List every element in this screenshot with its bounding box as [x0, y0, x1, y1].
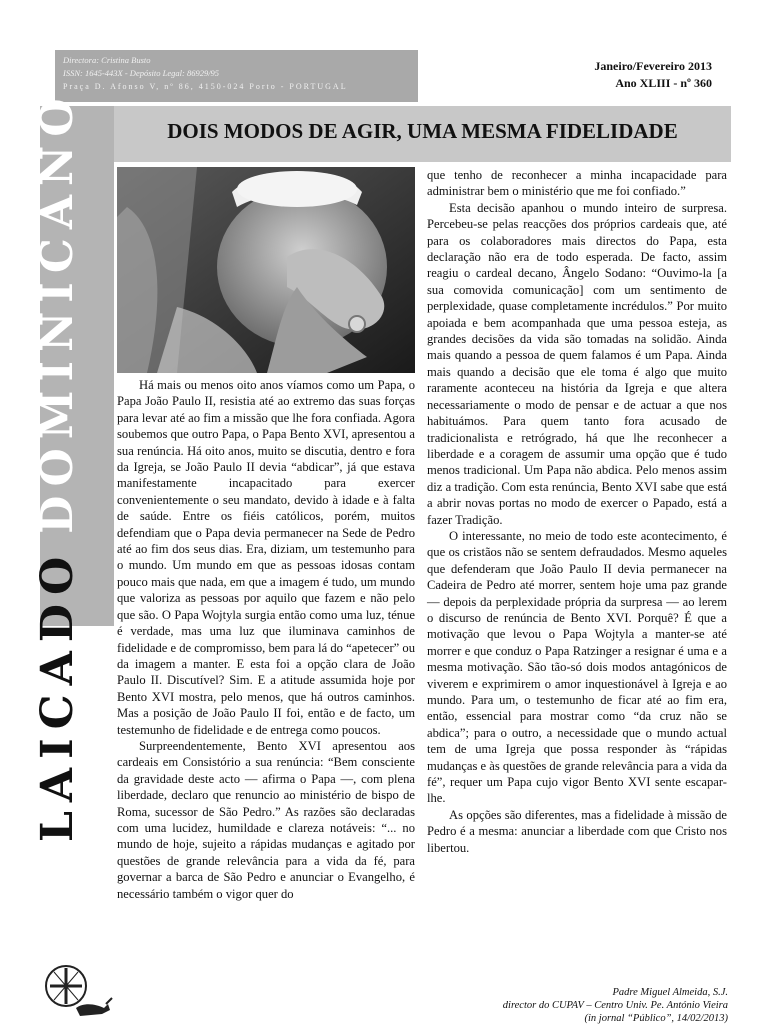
signature-role: director do CUPAV – Centro Univ. Pe. António Vieira	[502, 1000, 728, 1011]
signature-name: Padre Miguel Almeida, S.J.	[612, 987, 728, 998]
issue-info	[594, 58, 712, 92]
left-column	[117, 377, 415, 902]
issue-number: Ano XLIII - nº 360	[615, 76, 712, 90]
signature	[503, 986, 728, 1025]
vertical-title-word1: LAICADO	[32, 547, 83, 842]
left-paragraph-2: Surpreendentemente, Bento XVI apresentou aos cardeais em Consistório a sua renúncia: “Bem consciente da gravidade deste acto — afirma o Papa —, com plena liberdade, declaro que renuncio ao ministério de bispo de Roma, sucessor de São Pedro.” As razões são declaradas com uma lucidez, humildade e clareza notáveis: “... no mundo de hoje, sujeito a rápidas mudanças e agitado por questões de grande relevância para a vida da fé, para governar a barca de São Pedro e anunciar o Evangelho, é necessário também o vigor quer do	[117, 738, 415, 901]
masthead-issn: ISSN: 1645-443X - Depósito Legal: 86929/95	[63, 68, 220, 78]
masthead-director: Directora: Cristina Busto	[63, 55, 151, 65]
right-paragraph-3: O interessante, no meio de todo este acontecimento, é que os cristãos não se sentem defraudados. Mesmo aqueles que defenderam que João Paulo II devia permanecer na Cadeira de Pedro até morrer, sentem hoje uma paz grande — depois da perplexidade própria da surpresa — ao lerem o discurso de renúncia de Bento XVI. Porquê? É que a motivação que levou o Papa Wojtyla a manter-se até morrer e que conduz o Papa Ratzinger a resignar é uma e a mesma motivação. São tão-só dois modos antagónicos de viverem e exprimirem o amor inquestionável à Igreja e ao mundo. Para um, o testemunho de ficar até ao fim era, então, essencial para mostrar como “da cruz não se abdica”; para o outro, a necessidade que o mundo actual tem de uma Igreja que possa responder às “rápidas mudanças e às questões de grande relevância para a vida da fé”, requer um Papa cujo vigor Bento XVI sente escapar-lhe.	[427, 528, 728, 806]
right-paragraph-2: Esta decisão apanhou o mundo inteiro de surpresa. Percebeu-se pelas reacções dos próprios cardeais que, até para os colaboradores mais directos do Papa, esta declaração não era de todo esperada. De facto, assim reagiu o cardeal decano, Ângelo Sodano: “Ouvimo-la [a sua comovida comunicação] com um sentimento de perplexidade, quase completamente incrédulos.” Por muito apoiada e bem acompanhada que uma pessoa esteja, as grandes decisões da vida são tomadas na solidão. Ainda mais quando a pessoa de quem falamos é um Papa. Ainda mais quando a decisão que ele toma é algo que muito raramente aconteceu na história da Igreja e que altera necessariamente o modo de pensar e de actuar a que nos habituámos. Para quem tanto fora acusado de tradicionalista e retrógrado, há que lhe reconhecer a liberdade e a coragem de assumir uma opção que é tudo menos tradicional. Um Papa não abdica. Pelo menos assim diz a tradição. Com esta renúncia, Bento XVI sabe que está a abrir novas portas no modo de exercer o Papado, está a fazer Tradição.	[427, 200, 727, 527]
right-paragraph-4: As opções são diferentes, mas a fidelidade à missão de Pedro é a mesma: anunciar a liberdade com que Cristo nos libertou.	[427, 807, 727, 855]
masthead	[55, 50, 418, 102]
signature-source: (in jornal “Público”, 14/02/2013)	[584, 1013, 728, 1024]
photo-illustration	[117, 167, 415, 373]
vertical-title-word2: DOMINICANO	[32, 89, 83, 534]
vertical-title	[32, 89, 83, 842]
right-paragraph-1: que tenho de reconhecer a minha incapacidade para administrar bem o ministério que me foi confiado.”	[427, 168, 727, 199]
left-paragraph-1: Há mais ou menos oito anos víamos como um Papa, o Papa João Paulo II, resistia até ao extremo das suas forças para levar até ao fim a missão que lhe fora confiada. Agora soubemos que outro Papa, o Papa Bento XVI, apresentou a sua renúncia. Há oito anos, muito se discutia, dentro e fora da Igreja, se João Paulo II devia “abdicar”, já que estava manifestamente incapacitado para exercer convenientemente o seu mandato, devido à idade e à falta de saúde. Entre os fiéis católicos, porém, muitos defendiam que o Papa devia permanecer na Sede de Pedro até ao fim dos seus dias. Era, diziam, um testemunho para o mundo. Um mundo em que as pessoas idosas contam pouco mais que nada, em que a imagem é tudo, um mundo que valoriza as pessoas por aquilo que fazem e não pelo que são. O Papa Wojtyla surgia então como uma luz, ténue é verdade, mas uma luz que iluminava caminhos de fidelidade e de compromisso, bem para lá do “apetecer” ou da imagem a manter. E esta foi a opção clara de João Paulo II. Discutível? Sim. E a atitude assumida hoje por Bento XVI mostra, pelo menos, que há outros caminhos. Mas a posição de João Paulo II foi, então e de facto, um testemunho de fidelidade e de entrega como poucos.	[117, 378, 415, 737]
masthead-address: Praça D. Afonso V, nº 86, 4150-024 Porto - PORTUGAL	[63, 82, 348, 91]
pope-praying-photo	[117, 167, 415, 373]
dominican-cross-dog-logo	[40, 958, 114, 1024]
headline: DOIS MODOS DE AGIR, UMA MESMA FIDELIDADE	[167, 119, 678, 143]
issue-date: Janeiro/Fevereiro 2013	[594, 59, 712, 73]
right-column	[427, 167, 727, 856]
logo-icon	[40, 958, 114, 1024]
